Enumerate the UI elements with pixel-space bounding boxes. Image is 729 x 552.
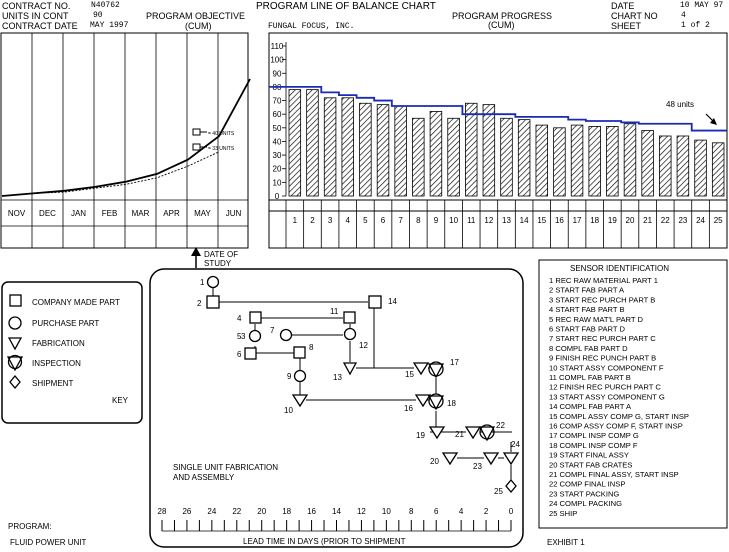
- purchase-part-icon: [9, 317, 21, 329]
- program-value: FLUID POWER UNIT: [10, 538, 87, 547]
- node-10-fabrication: [293, 395, 307, 406]
- month-label: MAR: [131, 209, 150, 218]
- lead-time-label: 20: [257, 507, 267, 516]
- node-label-12: 12: [359, 341, 368, 350]
- y-tick-label: 80: [272, 82, 282, 92]
- legend-actual-text: = 33 UNITS: [208, 146, 235, 152]
- node-label-7: 7: [270, 326, 275, 335]
- date-label: DATE: [611, 1, 635, 11]
- sensor-item: 23 START PACKING: [549, 489, 620, 499]
- objective-sub: (CUM): [185, 21, 212, 31]
- node-label-18: 18: [447, 399, 456, 408]
- sensor-item: 11 COMPL FAB PART B: [549, 373, 631, 382]
- y-tick-label: 40: [272, 137, 282, 147]
- month-label: APR: [163, 209, 180, 218]
- sensor-item: 20 START FAB CRATES: [549, 460, 633, 470]
- node-label-15: 15: [405, 370, 414, 379]
- lead-time-label: 2: [483, 507, 489, 516]
- sheet-value: 1 of 2: [681, 21, 710, 30]
- lob-annotation: 48 units: [666, 100, 695, 109]
- lead-time-label: 22: [232, 507, 242, 516]
- x-tick-label: 8: [416, 216, 421, 225]
- node-label-13: 13: [333, 373, 342, 382]
- month-label: JUN: [225, 209, 242, 218]
- x-tick-label: 1: [292, 216, 298, 225]
- bar-sensor-14: [518, 120, 530, 196]
- x-tick-label: 17: [572, 216, 582, 225]
- y-tick-label: 0: [274, 192, 280, 201]
- y-tick-label: 100: [270, 55, 284, 65]
- exhibit-label: EXHIBIT 1: [547, 538, 585, 547]
- bar-sensor-2: [307, 90, 319, 196]
- x-tick-label: 10: [449, 216, 459, 225]
- month-label: FEB: [101, 209, 118, 218]
- key-shipment: SHIPMENT: [32, 379, 74, 388]
- lead-time-label: 12: [356, 507, 366, 516]
- y-tick-label: 50: [272, 123, 282, 133]
- lead-time-label: 24: [207, 507, 217, 516]
- y-tick-label: 30: [272, 151, 282, 161]
- node-label-2: 2: [197, 299, 202, 308]
- node-label-8: 8: [309, 343, 314, 352]
- objective-frame: [1, 33, 248, 248]
- x-tick-label: 12: [484, 216, 494, 225]
- company-name: FUNGAL FOCUS, INC.: [268, 22, 355, 31]
- lead-time-label: 0: [508, 507, 514, 516]
- network-caption-2: AND ASSEMBLY: [173, 473, 235, 482]
- month-label: MAY: [194, 209, 211, 218]
- node-8-company: [294, 347, 305, 358]
- contract-no-label: CONTRACT NO.: [2, 1, 71, 11]
- node-label-11: 11: [330, 307, 339, 316]
- program-label: PROGRAM:: [8, 522, 52, 531]
- company-made-part-icon: [10, 295, 21, 306]
- sensor-item: 6 START FAB PART D: [549, 324, 625, 334]
- node-4-company: [250, 312, 261, 323]
- x-tick-label: 5: [363, 216, 368, 225]
- node-21-fabrication: [466, 427, 480, 438]
- node-label-6: 6: [237, 350, 242, 359]
- node-23-fabrication: [484, 453, 498, 464]
- node-label-24: 24: [511, 440, 520, 449]
- bar-sensor-13: [501, 118, 513, 196]
- sensor-item: 1 REC RAW MATERIAL PART 1: [549, 276, 659, 285]
- x-tick-label: 9: [433, 216, 439, 225]
- lead-time-label: 8: [409, 507, 414, 516]
- x-tick-label: 14: [519, 216, 529, 225]
- lead-time-label: 6: [433, 507, 439, 516]
- x-tick-label: 19: [607, 216, 617, 225]
- sensor-item: 24 COMPL PACKING: [549, 499, 623, 509]
- key-fabrication: FABRICATION: [32, 339, 85, 348]
- bar-sensor-21: [642, 131, 654, 196]
- legend-actual-marker: [193, 144, 200, 150]
- sensor-item: 3 START REC PURCH PART B: [549, 295, 656, 305]
- node-5-purchase: [250, 331, 261, 342]
- sensor-item: 12 FINISH REC PURCH PART C: [549, 382, 661, 392]
- y-tick-label: 110: [270, 42, 284, 51]
- lead-time-label: 18: [282, 507, 292, 516]
- key-company-made-part: COMPANY MADE PART: [32, 298, 120, 307]
- bar-sensor-8: [412, 118, 424, 196]
- contract-date-label: CONTRACT DATE: [2, 21, 78, 31]
- sensor-item: 15 COMPL ASSY COMP G, START INSP: [549, 411, 689, 421]
- bar-sensor-25: [712, 143, 724, 196]
- legend-planned-marker: [193, 129, 200, 135]
- lead-time-label: 28: [157, 507, 167, 516]
- y-tick-label: 60: [272, 110, 282, 120]
- x-tick-label: 15: [537, 216, 547, 225]
- units-value: 90: [93, 11, 103, 20]
- node-25-shipment: [506, 480, 516, 492]
- lead-time-label: 10: [381, 507, 391, 516]
- node-24-fabrication: [504, 453, 518, 464]
- bar-sensor-15: [536, 125, 548, 196]
- node-11-company: [344, 312, 355, 323]
- node-label-9: 9: [287, 372, 292, 381]
- y-tick-label: 90: [272, 69, 282, 79]
- bar-sensor-23: [677, 136, 689, 196]
- node-22-inspection: [480, 427, 494, 440]
- annotation-arrow: [706, 114, 713, 121]
- node-label-23: 23: [473, 462, 482, 471]
- chart-no-label: CHART NO: [611, 11, 658, 21]
- x-tick-label: 11: [467, 216, 476, 225]
- node-7-purchase: [281, 330, 292, 341]
- node-9-purchase: [295, 371, 306, 382]
- bar-sensor-22: [659, 136, 671, 196]
- progress-label: PROGRAM PROGRESS: [452, 11, 553, 21]
- sensor-item: 7 START REC PURCH PART C: [549, 334, 656, 344]
- bar-sensor-16: [554, 128, 566, 196]
- sensor-item: 9 FINISH REC PUNCH PART B: [549, 353, 657, 363]
- planned-curve: [2, 79, 250, 196]
- x-tick-label: 3: [327, 216, 333, 225]
- y-tick-label: 10: [272, 178, 282, 188]
- month-label: JAN: [70, 209, 87, 218]
- x-tick-label: 6: [380, 216, 386, 225]
- node-label-10: 10: [284, 406, 293, 415]
- node-label-22: 22: [496, 421, 505, 430]
- month-label: DEC: [39, 209, 56, 218]
- legend-planned-text: = 40 UNITS: [208, 131, 235, 137]
- sensor-item: 8 COMPL FAB PART D: [549, 343, 628, 353]
- bar-sensor-7: [395, 106, 407, 196]
- sensor-item: 22 COMP FINAL INSP: [549, 479, 626, 489]
- x-tick-label: 18: [590, 216, 600, 225]
- x-tick-label: 4: [345, 216, 350, 225]
- network-caption-1: SINGLE UNIT FABRICATION: [173, 463, 279, 472]
- key-purchase-part: PURCHASE PART: [32, 319, 100, 328]
- node-18-inspection: [429, 396, 443, 409]
- node-2-company: [207, 296, 219, 308]
- bar-sensor-5: [360, 103, 372, 196]
- bar-sensor-6: [377, 105, 389, 196]
- date-value: 10 MAY 97: [680, 1, 724, 10]
- sensor-item: 14 COMPL FAB PART A: [549, 402, 632, 412]
- sensor-item: 5 REC RAW MAT'L PART D: [549, 314, 643, 324]
- chart-no-value: 4: [681, 11, 686, 20]
- node-label-4: 4: [237, 314, 242, 323]
- node-13-fabrication: [344, 363, 356, 374]
- objective-label: PROGRAM OBJECTIVE: [146, 11, 246, 21]
- x-tick-label: 16: [554, 216, 564, 225]
- node-14-company: [369, 296, 381, 308]
- x-tick-label: 13: [502, 216, 511, 225]
- contract-no-value: N40762: [91, 1, 120, 10]
- node-label-5: 5: [237, 332, 242, 341]
- month-label: NOV: [7, 209, 26, 218]
- chart-title: PROGRAM LINE OF BALANCE CHART: [256, 1, 436, 12]
- lead-time-label: 14: [332, 507, 341, 516]
- sensor-item: 4 START FAB PART B: [549, 305, 625, 315]
- x-tick-label: 24: [696, 216, 705, 225]
- lead-time-label: 16: [307, 507, 317, 516]
- lead-time-label: 26: [182, 507, 192, 516]
- date-of-study-line2: STUDY: [204, 259, 232, 268]
- bar-sensor-20: [624, 124, 636, 196]
- sensor-item: 18 COMPL INSP COMP F: [549, 440, 638, 450]
- node-label-1: 1: [200, 278, 205, 287]
- node-15-fabrication: [414, 363, 428, 374]
- y-tick-label: 70: [272, 96, 282, 106]
- x-tick-label: 2: [310, 216, 315, 225]
- bar-sensor-12: [483, 105, 495, 196]
- bar-sensor-24: [695, 140, 707, 196]
- actual-curve: [2, 152, 219, 196]
- date-of-study-line1: DATE OF: [204, 250, 239, 259]
- sensor-title: SENSOR IDENTIFICATION: [570, 264, 669, 273]
- x-tick-label: 23: [678, 216, 688, 225]
- sensor-item: 25 SHIP: [549, 508, 578, 518]
- node-label-3: 3: [241, 332, 246, 341]
- key-inspection: INSPECTION: [32, 359, 81, 368]
- node-17-inspection: [429, 364, 443, 377]
- bar-sensor-19: [607, 126, 619, 196]
- sheet-label: SHEET: [611, 21, 642, 31]
- node-label-20: 20: [430, 457, 439, 466]
- node-label-16: 16: [404, 404, 413, 413]
- bar-sensor-18: [589, 126, 601, 196]
- node-label-14: 14: [388, 297, 397, 306]
- units-label: UNITS IN CONT: [2, 11, 69, 21]
- bar-sensor-1: [289, 90, 301, 196]
- node-label-25: 25: [494, 487, 503, 496]
- x-tick-label: 7: [398, 216, 403, 225]
- bar-sensor-3: [324, 98, 336, 196]
- lead-time-label: 4: [458, 507, 464, 516]
- node-label-19: 19: [416, 431, 425, 440]
- x-tick-label: 22: [660, 216, 670, 225]
- progress-sub: (CUM): [488, 20, 515, 30]
- x-tick-label: 20: [625, 216, 635, 225]
- sensor-item: 19 START FINAL ASSY: [549, 450, 629, 460]
- node-20-fabrication: [443, 453, 457, 464]
- bar-sensor-4: [342, 98, 354, 196]
- fabrication-icon: [9, 338, 21, 349]
- bar-sensor-9: [430, 111, 442, 196]
- sensor-item: 16 COMP ASSY COMP F, START INSP: [549, 421, 683, 431]
- bar-sensor-10: [448, 118, 460, 196]
- x-tick-label: 21: [643, 216, 653, 225]
- key-title: KEY: [112, 396, 129, 405]
- sensor-item: 17 COMPL INSP COMP G: [549, 431, 639, 441]
- y-tick-label: 20: [272, 164, 282, 174]
- node-label-21: 21: [455, 430, 464, 439]
- node-1-purchase: [208, 277, 219, 288]
- x-tick-label: 25: [713, 216, 723, 225]
- lead-time-axis-label: LEAD TIME IN DAYS (PRIOR TO SHIPMENT: [243, 537, 406, 546]
- sensor-item: 2 START FAB PART A: [549, 285, 625, 295]
- contract-date-value: MAY 1997: [90, 21, 129, 30]
- line-of-balance: [269, 87, 727, 131]
- sensor-item: 13 START ASSY COMPONENT G: [549, 392, 665, 402]
- bar-sensor-11: [465, 103, 477, 196]
- node-label-17: 17: [450, 358, 459, 367]
- sensor-item: 21 COMPL FINAL ASSY, START INSP: [549, 470, 679, 479]
- bar-sensor-17: [571, 125, 583, 196]
- shipment-icon: [10, 376, 20, 388]
- sensor-item: 10 START ASSY COMPONENT F: [549, 363, 664, 373]
- node-12-purchase: [345, 329, 356, 340]
- node-6-company: [245, 348, 256, 359]
